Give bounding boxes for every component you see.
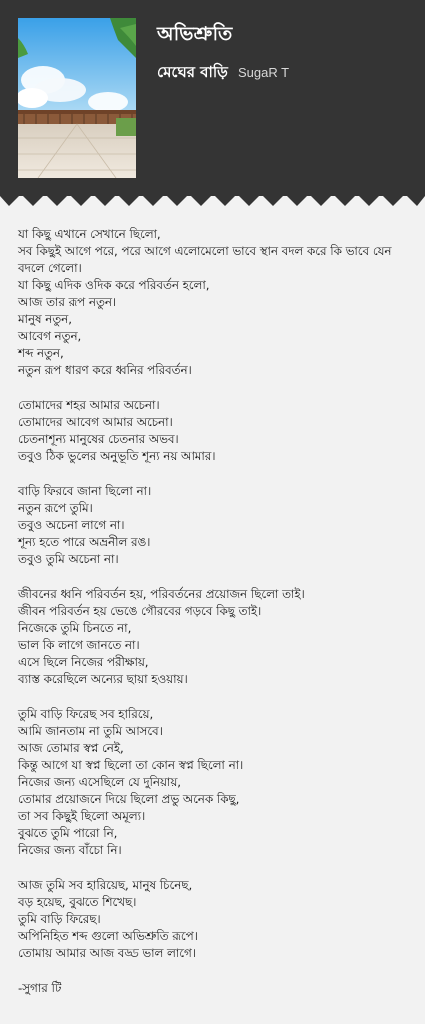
poem-line: আজ তার রূপ নতুন। bbox=[18, 295, 117, 309]
poem-line: তোমাদের আবেগ আমার অচেনা। bbox=[18, 415, 173, 429]
poem-line: নিজের জন্য বাঁচো নি। bbox=[18, 843, 122, 857]
poem-line: নিজেকে তুমি চিনতে না, bbox=[18, 621, 132, 635]
poem-line: মানুষ নতুন, bbox=[18, 312, 72, 326]
poem-line: নিজের জন্য এসেছিলে যে দুনিয়ায়, bbox=[18, 775, 182, 789]
poem-line: তবুও অচেনা লাগে না। bbox=[18, 518, 125, 532]
book-name[interactable]: মেঘের বাড়ি bbox=[157, 63, 228, 81]
poem-line: ভাল কি লাগে জানতে না। bbox=[18, 638, 140, 652]
poem-line: শব্দ নতুন, bbox=[18, 346, 64, 360]
poem-line: বাড়ি ফিরবে জানা ছিলো না। bbox=[18, 484, 152, 498]
book-info bbox=[157, 61, 289, 86]
poem-line: তোমায় আমার আজ বড্ড ভাল লাগে। bbox=[18, 946, 196, 960]
poem-line: তুমি বাড়ি ফিরেছ। bbox=[18, 912, 101, 926]
poem-line: শূন্য হতে পারে অভ্রনীল রঙ। bbox=[18, 535, 151, 549]
author-name[interactable]: SugaR T bbox=[237, 65, 290, 80]
stanza bbox=[18, 586, 414, 688]
story-title: অভিশ্রুতি bbox=[157, 23, 233, 45]
poem-line: তোমার প্রয়োজনে দিয়ে ছিলো প্রভু অনেক কিছু, bbox=[18, 792, 240, 806]
poem-line: যা কিছু এদিক ওদিক করে পরিবর্তন হলো, bbox=[18, 278, 210, 292]
stanza bbox=[18, 226, 414, 379]
poem-line: চেতনাশূন্য মানুষের চেতনার অভব। bbox=[18, 432, 179, 446]
poem-line: বুঝতে তুমি পারো নি, bbox=[18, 826, 118, 840]
poem-line: জীবন পরিবর্তন হয় ভেঙে গৌরবের গড়বে কিছু তাই। bbox=[18, 604, 262, 618]
poem-line: তুমি বাড়ি ফিরেছ সব হারিয়ে, bbox=[18, 707, 154, 721]
poem-line: কিন্তু আগে যা স্বপ্ন ছিলো তা কোন স্বপ্ন ছিলো না। bbox=[18, 758, 244, 772]
poem-line: তোমাদের শহর আমার অচেনা। bbox=[18, 398, 160, 412]
poem-line: নতুন রূপ ধারণ করে ধ্বনির পরিবর্তন। bbox=[18, 363, 192, 377]
poem-line: আজ তুমি সব হারিয়েছ, মানুষ চিনেছ, bbox=[18, 878, 193, 892]
poem-body bbox=[18, 226, 414, 997]
poem-line: অপিনিহিত শব্দ গুলো অভিশ্রুতি রূপে। bbox=[18, 929, 198, 943]
poem-line: আজ তোমার স্বপ্ন নেই, bbox=[18, 741, 124, 755]
poem-line: এসে ছিলে নিজের পরীক্ষায়, bbox=[18, 655, 149, 669]
cover-illustration bbox=[18, 18, 136, 178]
poem-line: তবুও তুমি অচেনা না। bbox=[18, 552, 119, 566]
poem-line: তবুও ঠিক ভুলের অনুভূতি শূন্য নয় আমার। bbox=[18, 449, 216, 463]
poem-line: নতুন রূপে তুমি। bbox=[18, 501, 93, 515]
poem-line: তা সব কিছুই ছিলো অমূল্য। bbox=[18, 809, 146, 823]
poem-line: বড় হয়েছ, বুঝতে শিখেছ। bbox=[18, 895, 137, 909]
book-cover-image[interactable] bbox=[18, 18, 136, 178]
poem-line: ব্যাস্ত করেছিলে অন্যের ছায়া হওয়ায়। bbox=[18, 672, 188, 686]
poem-line: আমি জানতাম না তুমি আসবে। bbox=[18, 724, 163, 738]
stanza bbox=[18, 706, 414, 859]
poem-line: যা কিছু এখানে সেখানে ছিলো, bbox=[18, 227, 161, 241]
zigzag-divider bbox=[0, 194, 425, 208]
poem-line: জীবনের ধ্বনি পরিবর্তন হয়, পরিবর্তনের প্রয়োজন ছিলো তাই। bbox=[18, 587, 305, 601]
poem-signature: -সুগার টি bbox=[18, 981, 62, 995]
poem-line: আবেগ নতুন, bbox=[18, 329, 82, 343]
stanza bbox=[18, 483, 414, 568]
stanza bbox=[18, 877, 414, 962]
poem-line: সব কিছুই আগে পরে, পরে আগে এলোমেলো ভাবে স্থান বদল করে কি ভাবে যেন বদলে গেলো। bbox=[18, 244, 392, 275]
stanza bbox=[18, 397, 414, 465]
book-header bbox=[0, 0, 425, 196]
